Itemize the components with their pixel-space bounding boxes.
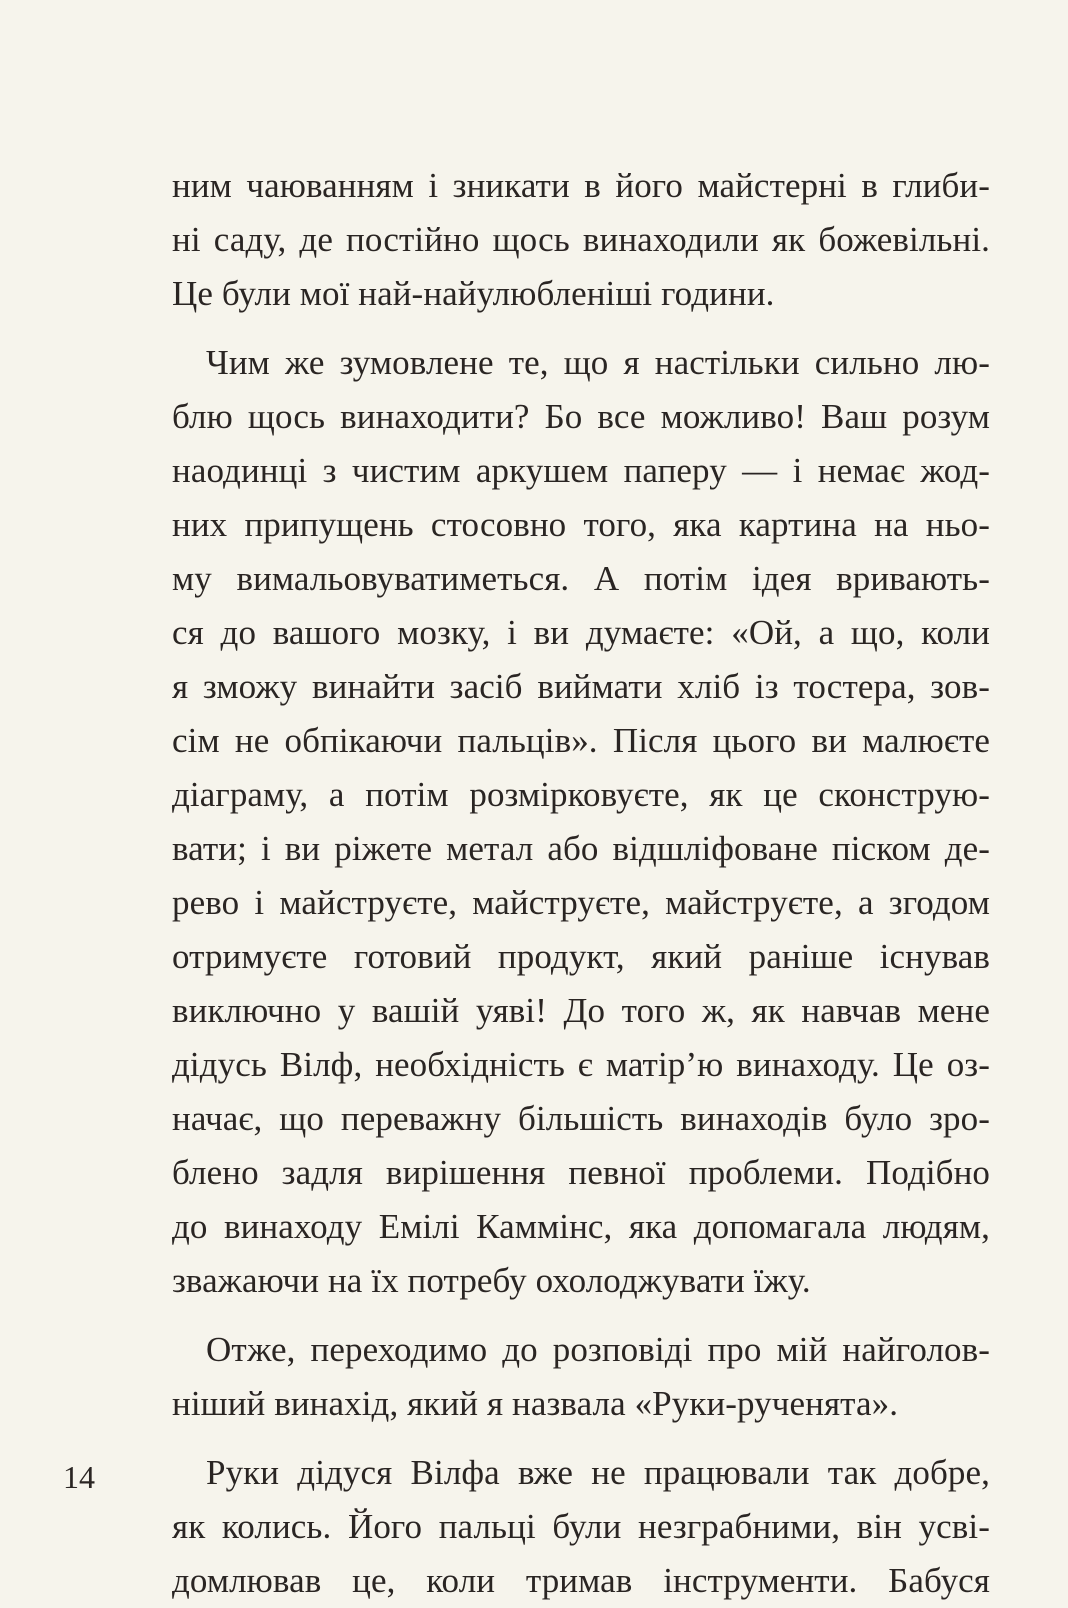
text-line: Отже, переходимо до розповіді про мій найголов-: [206, 1330, 990, 1369]
text-line: Це були мої най-найулюбленіші години.: [172, 274, 775, 313]
paragraph-2: [172, 336, 990, 1308]
text-line: начає, що переважну більшість винаходів було зро-: [172, 1099, 990, 1138]
paragraph-1: [172, 159, 990, 321]
text-line: діаграму, а потім розмірковуєте, як це сконструю-: [172, 775, 990, 814]
paragraph-3: [172, 1323, 990, 1431]
text-line: домлював це, коли тримав інструменти. Бабуся: [172, 1561, 990, 1600]
page-number: 14: [63, 1459, 95, 1495]
text-line: ся до вашого мозку, і ви думаєте: «Ой, а що, коли: [172, 613, 990, 652]
text-line: сім не обпікаючи пальців». Після цього ви малюєте: [172, 721, 990, 760]
text-line: вати; і ви ріжете метал або відшліфоване піском де-: [172, 829, 990, 868]
text-line: виключно у вашій уяві! До того ж, як навчав мене: [172, 991, 990, 1030]
text-line: ніший винахід, який я назвала «Руки-рученята».: [172, 1384, 899, 1423]
text-line: наодинці з чистим аркушем паперу — і немає жод-: [172, 451, 990, 490]
text-line: Чим же зумовлене те, що я настільки сильно лю-: [206, 343, 990, 382]
text-line: ні саду, де постійно щось винаходили як божевільні.: [172, 220, 990, 259]
text-line: Руки дідуся Вілфа вже не працювали так добре,: [206, 1453, 990, 1492]
body-text: [172, 159, 990, 1608]
text-line: дідусь Вілф, необхідність є матір’ю винаходу. Це оз-: [172, 1045, 990, 1084]
text-line: ним чаюванням і зникати в його майстерні в глиби-: [172, 166, 990, 205]
text-line: як колись. Його пальці були незграбними, він усві-: [172, 1507, 990, 1546]
text-line: я зможу винайти засіб виймати хліб із тостера, зов-: [172, 667, 990, 706]
text-line: блено задля вирішення певної проблеми. Подібно: [172, 1153, 990, 1192]
text-line: до винаходу Емілі Каммінс, яка допомагала людям,: [172, 1207, 990, 1246]
text-line: му вимальовуватиметься. А потім ідея вривають-: [172, 559, 990, 598]
text-line: рево і майструєте, майструєте, майструєте, а згодом: [172, 883, 990, 922]
text-line: зважаючи на їх потребу охолоджувати їжу.: [172, 1261, 811, 1300]
text-line: блю щось винаходити? Бо все можливо! Ваш розум: [172, 397, 990, 436]
text-line: отримуєте готовий продукт, який раніше існував: [172, 937, 990, 976]
text-line: них припущень стосовно того, яка картина на ньо-: [172, 505, 990, 544]
paragraph-4: [172, 1446, 990, 1608]
